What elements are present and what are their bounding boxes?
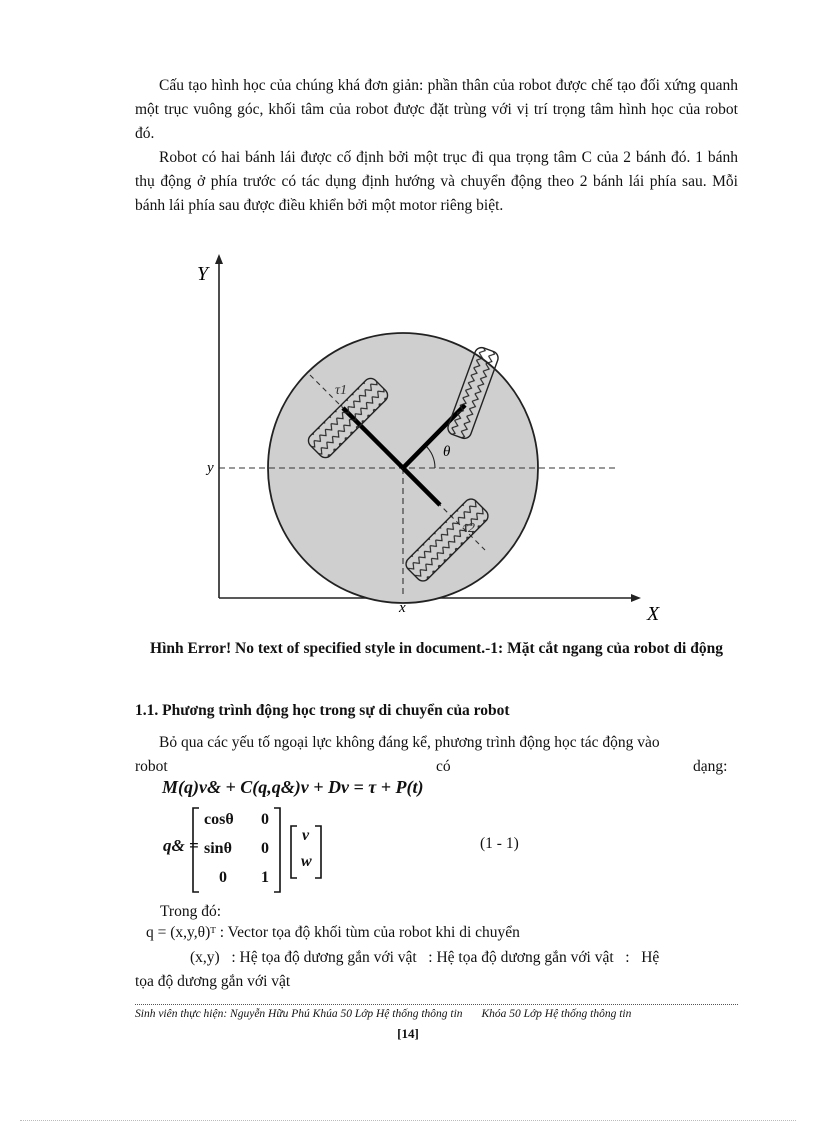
footer-left-text: Sinh viên thực hiện: Nguyễn Hữu Phú Khúa 50 Lớp Hệ thống thông tin [135, 1008, 463, 1020]
equation-number: (1 - 1) [480, 835, 519, 852]
footer-divider [135, 1004, 738, 1005]
page-bottom-divider [20, 1120, 796, 1121]
section-heading: 1.1. Phương trình động học trong sự di chuyển của robot [135, 702, 510, 719]
coord-x-label: x [399, 600, 406, 616]
intro-line: Bỏ qua các yếu tố ngoại lực không đáng kể, phương trình động học tác động vào [159, 734, 660, 751]
word-co: có [436, 758, 451, 775]
matrix-lhs: q& = [163, 836, 199, 855]
paragraph-structure: Cấu tạo hình học của chúng khá đơn giản: phần thân của robot được chế tạo đối xứng quanh một trục vuông góc, khối tâm của robot được đặt trùng với vị trí trọng tâm hình học của robot đó. [135, 77, 738, 142]
vector-v: v [302, 827, 310, 844]
matrix-r3c2: 1 [261, 869, 269, 886]
tau2-label: τ2 [463, 521, 476, 536]
paragraph-wheels: Robot có hai bánh lái được cố định bởi một trục đi qua trọng tâm C của 2 bánh đó. 1 bánh thụ động ở phía trước có tác dụng định hướng và chuyển động theo 2 bánh lái phía sau. Mỗi bánh lái phía sau được điều khiển bởi một motor riêng biệt. [135, 149, 738, 214]
robot-cross-section-figure [185, 250, 680, 630]
theta-label: θ [443, 444, 451, 460]
word-dang: dạng: [693, 758, 728, 775]
axis-x-label: X [647, 603, 660, 625]
word-robot: robot [135, 758, 168, 775]
axis-y-label: Y [197, 263, 209, 285]
equation-main: M(q)v& + C(q,q&)v + Dv = τ + P(t) [162, 777, 424, 797]
vector-w: w [301, 853, 312, 870]
matrix-r1c1: cosθ [204, 811, 234, 828]
xy-definition-line1: (x,y) : Hệ tọa độ dương gắn với vật : Hệ tọa độ dương gắn với vật : Hệ [190, 949, 660, 966]
trong-do-label: Trong đó: [160, 903, 222, 920]
matrix-r3c1: 0 [219, 869, 227, 886]
matrix-r1c2: 0 [261, 811, 269, 828]
matrix-r2c1: sinθ [204, 840, 232, 857]
xy-definition-line2: tọa độ dương gắn với vật [135, 973, 291, 990]
matrix-r2c2: 0 [261, 840, 269, 857]
footer [135, 1008, 738, 1020]
page-number: [14] [397, 1026, 419, 1041]
q-definition: q = (x,y,θ)ᵀ : Vector tọa độ khối tùm của robot khi di chuyển [146, 924, 520, 941]
coord-y-label: y [207, 460, 214, 476]
figure-caption: Hình Error! No text of specified style in document.-1: Mặt cắt ngang của robot di động [150, 640, 723, 657]
tau1-label: τ1 [335, 383, 348, 398]
footer-right-text: Khóa 50 Lớp Hệ thống thông tin [481, 1008, 632, 1020]
